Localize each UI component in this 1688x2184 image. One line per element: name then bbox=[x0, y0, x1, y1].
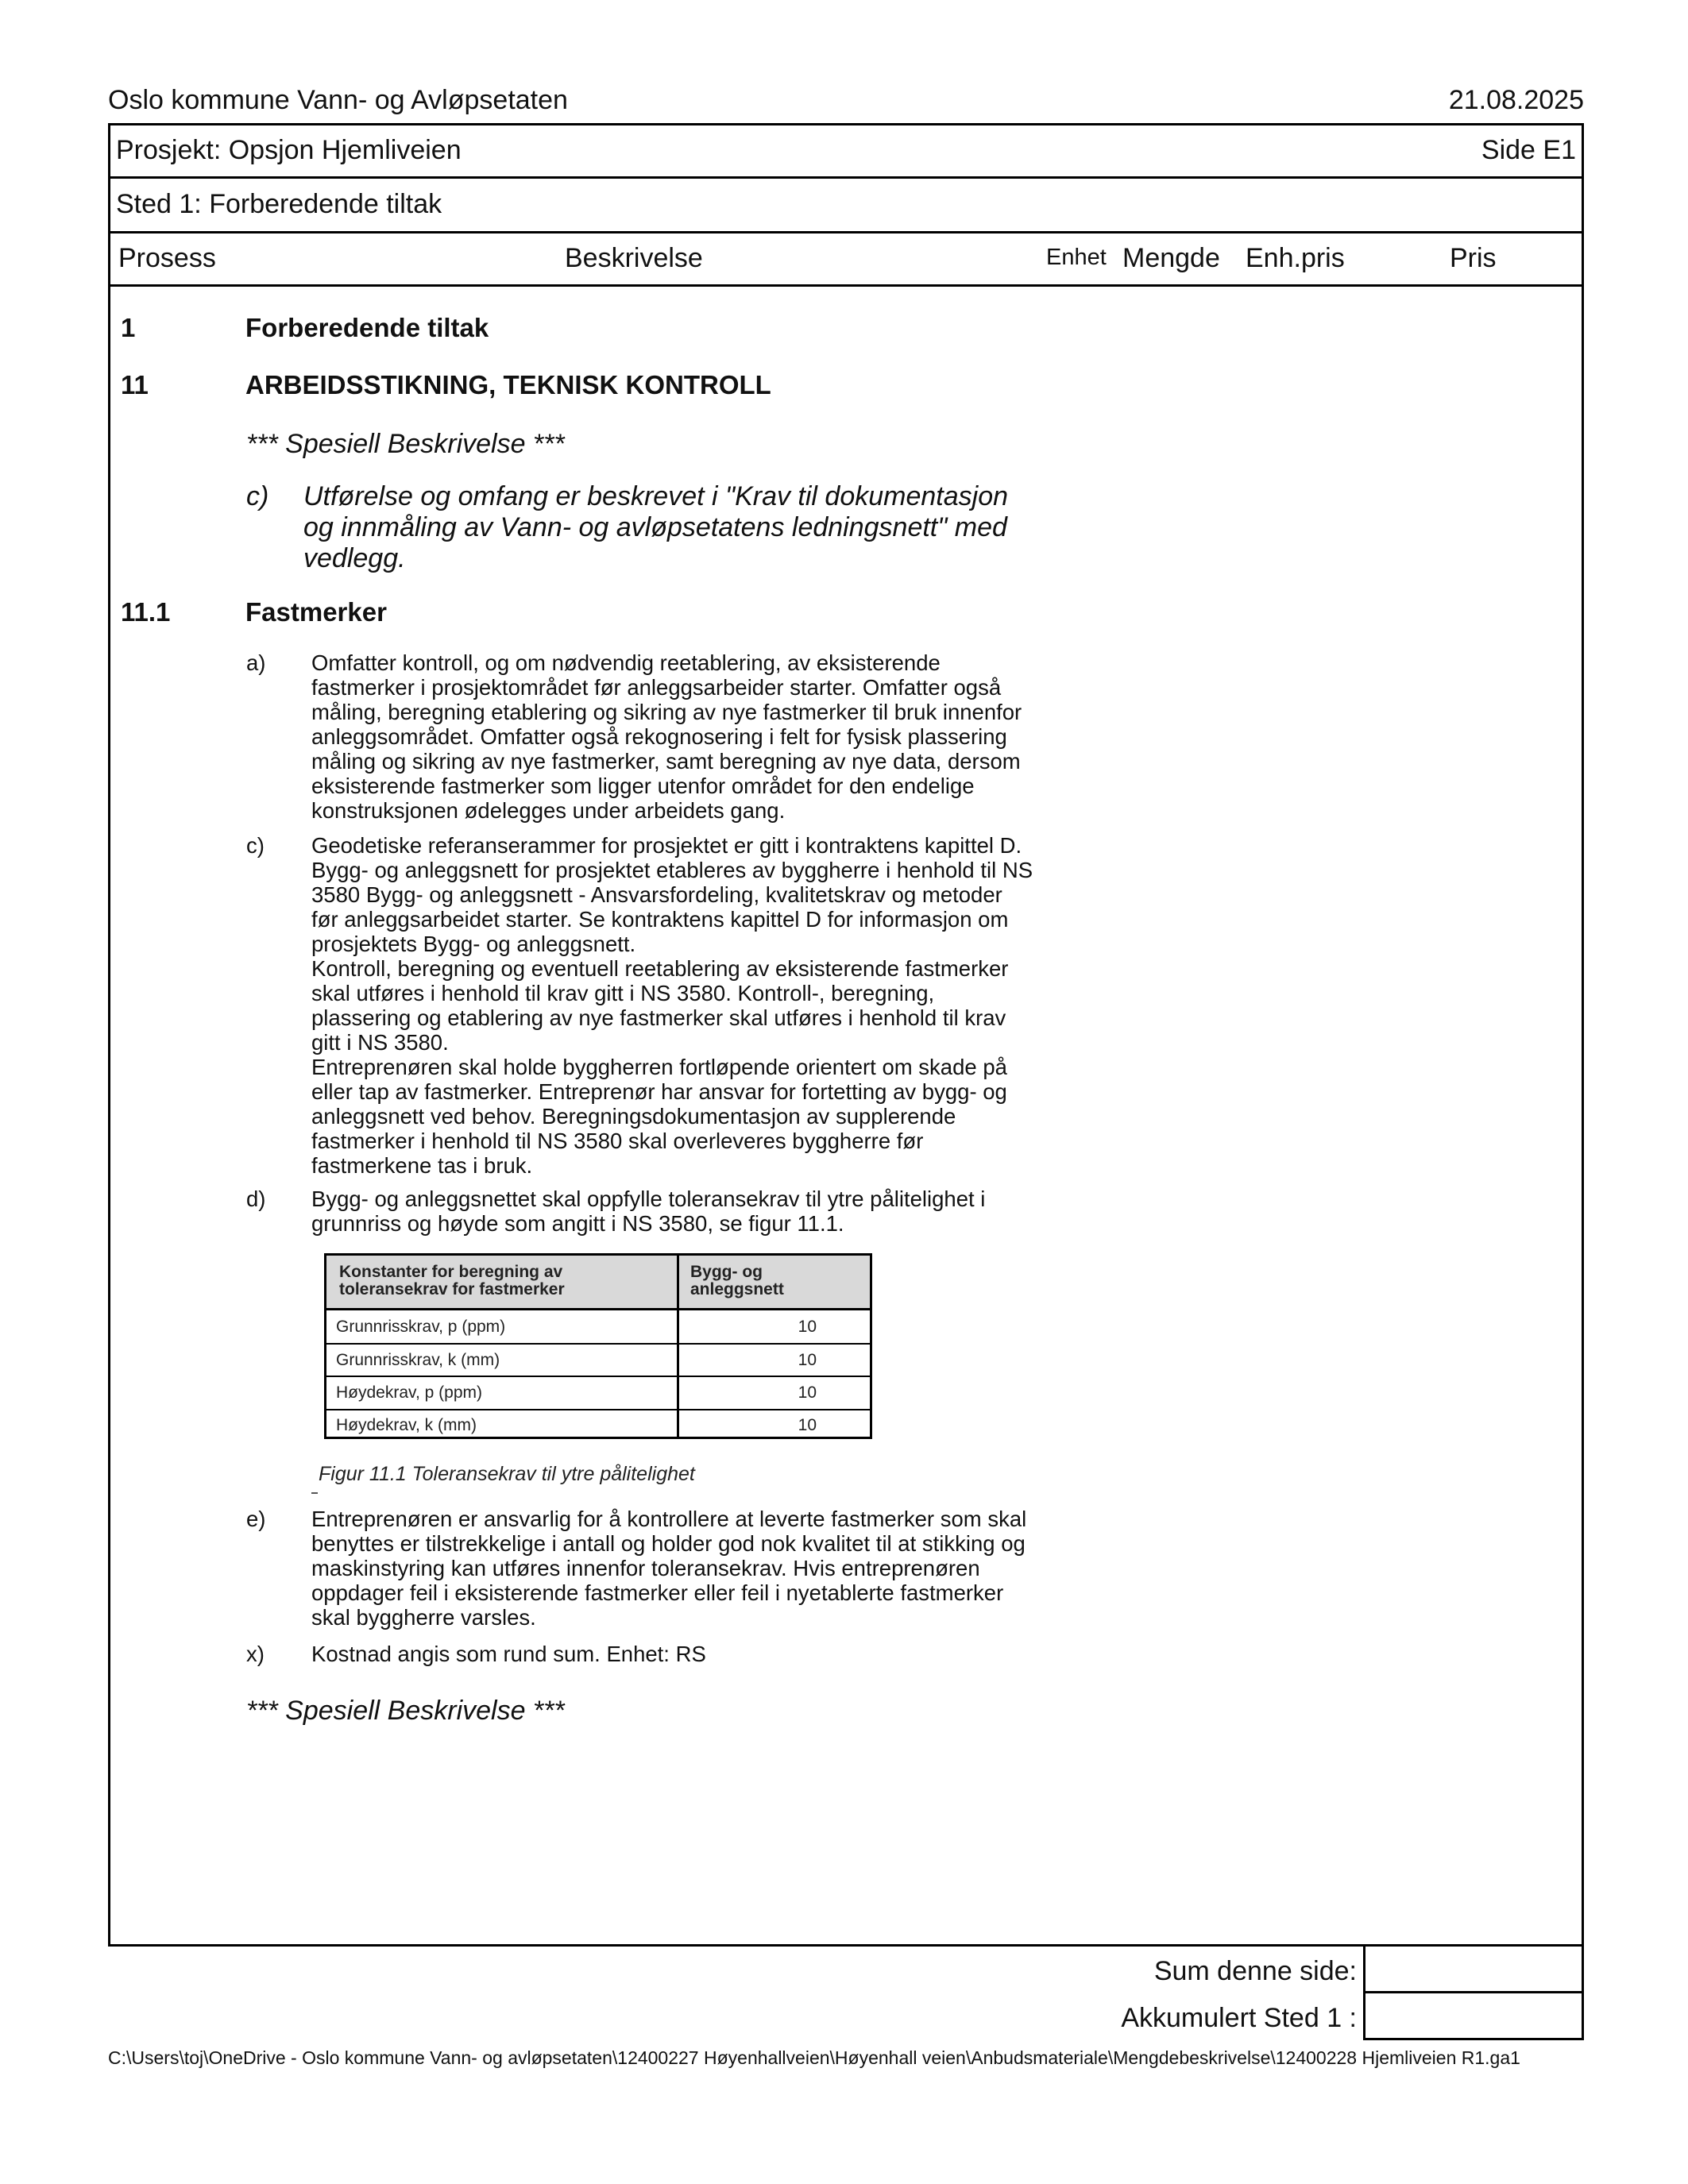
accumulated-label: Akkumulert Sted 1 : bbox=[1121, 2003, 1357, 2033]
item-text bbox=[311, 650, 1022, 823]
accumulated-field bbox=[1363, 1991, 1584, 2040]
special-description-marker: *** Spesiell Beskrivelse *** bbox=[246, 429, 565, 459]
text-line: Bygg- og anleggsnett for prosjektet etableres av byggherre i henhold til NS bbox=[311, 858, 1033, 882]
text-line: oppdager feil i eksisterende fastmerker eller feil i nyetablerte fastmerker bbox=[311, 1580, 1004, 1605]
table-cell-label: Høydekrav, k (mm) bbox=[336, 1416, 477, 1434]
header-line: Bygg- og bbox=[690, 1263, 763, 1281]
figure-caption: Figur 11.1 Toleransekrav til ytre pålitelighet bbox=[319, 1463, 695, 1485]
table-cell-value: 10 bbox=[798, 1318, 817, 1336]
tolerance-table bbox=[324, 1253, 872, 1439]
table-cell-label: Grunnrisskrav, k (mm) bbox=[336, 1351, 500, 1369]
table-header-cell bbox=[339, 1264, 565, 1298]
text-line: fastmerker i henhold til NS 3580 skal overleveres byggherre før bbox=[311, 1129, 924, 1153]
text-line: konstruksjonen ødelegges under arbeidets gang. bbox=[311, 798, 786, 823]
text-line: prosjektets Bygg- og anleggsnett. bbox=[311, 932, 636, 956]
col-enhet: Enhet bbox=[1046, 245, 1107, 270]
project-title: Prosjekt: Opsjon Hjemliveien bbox=[116, 135, 462, 165]
special-description-marker: *** Spesiell Beskrivelse *** bbox=[246, 1696, 565, 1726]
text-line: gitt i NS 3580. bbox=[311, 1030, 449, 1055]
item-label: a) bbox=[246, 650, 266, 675]
text-line: skal byggherre varsles. bbox=[311, 1605, 536, 1630]
divider bbox=[108, 231, 1584, 233]
divider bbox=[108, 176, 1584, 179]
text-line: fastmerker i prosjektområdet før anleggsarbeider starter. Omfatter også bbox=[311, 675, 1002, 700]
section-title: ARBEIDSSTIKNING, TEKNISK KONTROLL bbox=[245, 370, 771, 399]
item-text bbox=[311, 833, 1033, 1178]
text-line: anleggsområdet. Omfatter også rekognosering i felt for fysisk plassering bbox=[311, 724, 1007, 749]
col-beskrivelse: Beskrivelse bbox=[565, 243, 703, 273]
header-line: anleggsnett bbox=[690, 1280, 784, 1298]
col-prosess: Prosess bbox=[118, 243, 216, 273]
col-mengde: Mengde bbox=[1122, 243, 1220, 273]
section-number: 1 bbox=[121, 313, 136, 342]
text-line: Kontroll, beregning og eventuell reetablering av eksisterende fastmerker bbox=[311, 956, 1009, 981]
text-line: Utførelse og omfang er beskrevet i "Krav til dokumentasjon bbox=[303, 481, 1009, 511]
table-cell-value: 10 bbox=[798, 1351, 817, 1369]
table-divider bbox=[326, 1409, 870, 1410]
text-line: Entreprenøren er ansvarlig for å kontrollere at leverte fastmerker som skal bbox=[311, 1507, 1027, 1531]
sted-title: Sted 1: Forberedende tiltak bbox=[116, 189, 442, 219]
text-line: og innmåling av Vann- og avløpsetatens ledningsnett" med bbox=[303, 512, 1007, 542]
text-line: Geodetiske referanserammer for prosjektet er gitt i kontraktens kapittel D. bbox=[311, 833, 1022, 858]
col-pris: Pris bbox=[1450, 243, 1497, 273]
item-label: x) bbox=[246, 1642, 265, 1666]
caption-mark bbox=[311, 1492, 318, 1494]
col-enhpris: Enh.pris bbox=[1246, 243, 1345, 273]
item-text: Kostnad angis som rund sum. Enhet: RS bbox=[311, 1642, 706, 1666]
item-text bbox=[303, 481, 1008, 574]
text-line: Bygg- og anleggsnettet skal oppfylle toleransekrav til ytre pålitelighet i bbox=[311, 1187, 986, 1211]
section-number: 11 bbox=[121, 370, 149, 399]
item-text bbox=[311, 1187, 985, 1236]
text-line: maskinstyring kan utføres innenfor toleransekrav. Hvis entreprenøren bbox=[311, 1556, 980, 1580]
table-cell-value: 10 bbox=[798, 1416, 817, 1434]
item-label: c) bbox=[246, 833, 265, 858]
divider bbox=[108, 284, 1584, 287]
text-line: eller tap av fastmerker. Entreprenør har ansvar for fortetting av bygg- og bbox=[311, 1079, 1007, 1104]
table-cell-label: Høydekrav, p (ppm) bbox=[336, 1383, 482, 1402]
page-number: Side E1 bbox=[1481, 135, 1576, 165]
header-line: Konstanter for beregning av bbox=[339, 1263, 563, 1281]
item-label: d) bbox=[246, 1187, 266, 1211]
file-path: C:\Users\toj\OneDrive - Oslo kommune Vann- og avløpsetaten\12400227 Høyenhallveien\Høyenhall veien\Anbudsmateriale\Mengdebeskrivelse\12400228 Hjemliveien R1.ga1 bbox=[108, 2047, 1520, 2068]
text-line: vedlegg. bbox=[303, 543, 406, 573]
item-label: e) bbox=[246, 1507, 266, 1531]
table-cell-value: 10 bbox=[798, 1383, 817, 1402]
section-title: Fastmerker bbox=[245, 597, 387, 627]
text-line: Entreprenøren skal holde byggherren fortløpende orientert om skade på bbox=[311, 1055, 1007, 1079]
section-title: Forberedende tiltak bbox=[245, 313, 489, 342]
table-cell-label: Grunnrisskrav, p (ppm) bbox=[336, 1318, 506, 1336]
text-line: eksisterende fastmerker som ligger utenfor området for den endelige bbox=[311, 774, 975, 798]
text-line: plassering og etablering av nye fastmerker skal utføres i henhold til krav bbox=[311, 1005, 1006, 1030]
sum-field bbox=[1363, 1944, 1584, 1993]
table-divider bbox=[326, 1376, 870, 1377]
item-text bbox=[311, 1507, 1026, 1630]
text-line: 3580 Bygg- og anleggsnett - Ansvarsfordeling, kvalitetskrav og metoder bbox=[311, 882, 1002, 907]
table-header-cell bbox=[690, 1264, 784, 1298]
document-date: 21.08.2025 bbox=[1448, 85, 1584, 115]
text-line: måling og sikring av nye fastmerker, samt beregning av nye data, dersom bbox=[311, 749, 1021, 774]
sum-label: Sum denne side: bbox=[1153, 1956, 1357, 1986]
text-line: grunnriss og høyde som angitt i NS 3580, se figur 11.1. bbox=[311, 1211, 844, 1236]
org-name: Oslo kommune Vann- og Avløpsetaten bbox=[108, 85, 568, 115]
text-line: før anleggsarbeidet starter. Se kontraktens kapittel D for informasjon om bbox=[311, 907, 1009, 932]
text-line: måling, beregning etablering og sikring av nye fastmerker til bruk innenfor bbox=[311, 700, 1022, 724]
header-line: toleransekrav for fastmerker bbox=[339, 1280, 565, 1298]
item-label: c) bbox=[246, 481, 269, 511]
table-divider bbox=[326, 1343, 870, 1345]
section-number: 11.1 bbox=[121, 597, 171, 627]
text-line: benyttes er tilstrekkelige i antall og holder god nok kvalitet til at stikking og bbox=[311, 1531, 1026, 1556]
text-line: fastmerkene tas i bruk. bbox=[311, 1153, 533, 1178]
text-line: skal utføres i henhold til krav gitt i NS 3580. Kontroll-, beregning, bbox=[311, 981, 935, 1005]
text-line: anleggsnett ved behov. Beregningsdokumentasjon av supplerende bbox=[311, 1104, 956, 1129]
text-line: Omfatter kontroll, og om nødvendig reetablering, av eksisterende bbox=[311, 650, 941, 675]
